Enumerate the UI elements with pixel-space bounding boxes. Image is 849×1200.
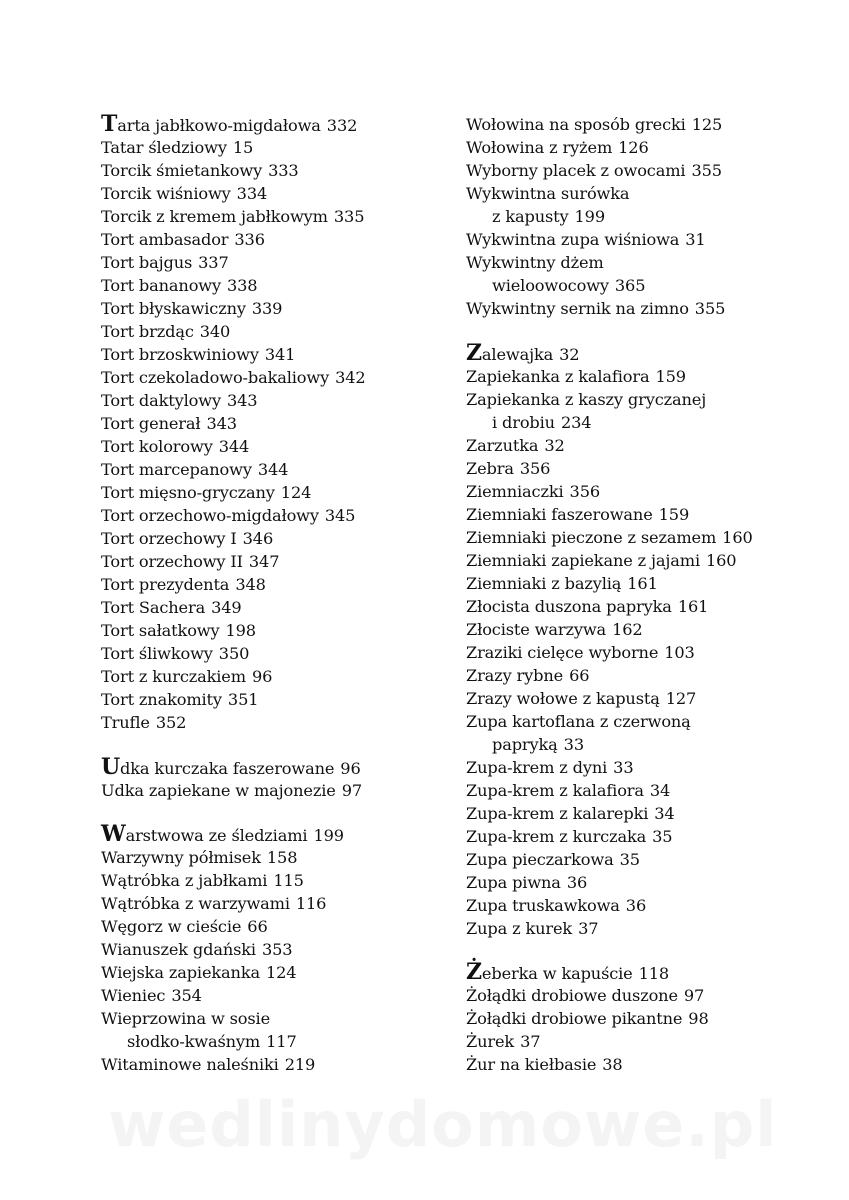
entry-title: Ziemniaki zapiekane z jajami xyxy=(466,550,700,570)
section-initial-letter: Ż xyxy=(466,959,482,985)
page-number: 33 xyxy=(613,757,634,777)
page-number: 96 xyxy=(251,667,273,686)
index-entry xyxy=(466,595,811,618)
index-entry-continuation xyxy=(466,205,811,228)
entry-title: i drobiu xyxy=(492,412,555,432)
entry-title: Złocista duszona papryka xyxy=(466,596,672,616)
index-entry xyxy=(466,228,811,251)
index-entry xyxy=(101,596,451,619)
entry-title: słodko-kwaśnym xyxy=(127,1032,261,1051)
index-entry-continuation xyxy=(466,411,811,434)
page-number: 98 xyxy=(688,1009,709,1028)
index-entry xyxy=(101,642,451,665)
page-number: 15 xyxy=(232,138,254,157)
entry-title: Tort znakomity xyxy=(101,690,222,709)
index-entry xyxy=(101,320,451,343)
page-number: 160 xyxy=(706,550,737,570)
index-entry xyxy=(101,527,451,550)
page-number: 341 xyxy=(264,345,296,364)
entry-title: Zapiekanka z kaszy gryczanej xyxy=(466,389,707,409)
entry-title: Zraziki cielęce wyborne xyxy=(466,642,659,662)
page-number: 353 xyxy=(261,940,293,959)
entry-title: Tort orzechowy II xyxy=(101,552,243,571)
entry-title: Zrazy rybne xyxy=(466,665,564,685)
index-entry xyxy=(466,1053,811,1076)
entry-title: wieloowocowy xyxy=(492,276,609,295)
entry-title: Żołądki drobiowe pikantne xyxy=(466,1009,683,1028)
index-entry xyxy=(466,756,811,779)
page-number: 355 xyxy=(691,161,722,180)
page-number: 34 xyxy=(654,803,675,823)
page-number: 349 xyxy=(211,598,242,617)
entry-title: Torcik śmietankowy xyxy=(101,161,263,180)
index-section xyxy=(466,113,811,320)
page-number: 354 xyxy=(171,986,202,1005)
entry-title: Zupa truskawkowa xyxy=(466,895,620,915)
entry-title: Ziemniaki z bazylią xyxy=(466,573,622,593)
index-entry xyxy=(101,228,451,251)
index-entry xyxy=(101,458,451,481)
entry-title: Tort śliwkowy xyxy=(101,644,213,663)
page-number: 38 xyxy=(602,1055,623,1074)
index-entry xyxy=(466,365,811,388)
page-number: 159 xyxy=(658,504,690,524)
page-number: 342 xyxy=(335,368,366,387)
index-entry xyxy=(101,688,451,711)
entry-title: Tort sałatkowy xyxy=(101,621,220,640)
entry-title: Tort Sachera xyxy=(101,598,206,617)
page-number: 118 xyxy=(638,964,670,983)
index-entry xyxy=(466,779,811,802)
entry-title: Zupa pieczarkowa xyxy=(466,849,614,869)
page-number: 199 xyxy=(574,207,605,226)
page-number: 344 xyxy=(218,437,250,456)
entry-title: Tort mięsno-gryczany xyxy=(101,483,275,502)
entry-title: Tort orzechowy I xyxy=(101,529,237,548)
entry-title: Udka zapiekane w majonezie xyxy=(101,780,336,800)
page-number: 356 xyxy=(519,458,551,478)
page-number: 161 xyxy=(627,573,658,593)
entry-title: arta jabłkowo-migdałowa xyxy=(117,116,321,135)
index-entry xyxy=(466,1007,811,1030)
page-number: 343 xyxy=(206,414,237,433)
index-entry xyxy=(466,503,811,526)
index-entry xyxy=(101,412,451,435)
index-entry xyxy=(466,687,811,710)
page-number: 32 xyxy=(544,435,565,455)
page-number: 339 xyxy=(251,299,283,318)
page-number: 351 xyxy=(227,690,259,709)
page-number: 335 xyxy=(333,207,365,226)
page-number: 334 xyxy=(236,184,268,203)
page-number: 355 xyxy=(694,299,726,318)
index-entry xyxy=(466,159,811,182)
index-entry xyxy=(101,869,451,892)
entry-title: Torcik wiśniowy xyxy=(101,184,231,203)
section-initial-letter: T xyxy=(101,111,118,137)
page-number: 97 xyxy=(341,780,362,800)
page-number: 37 xyxy=(520,1032,541,1051)
page-number: 219 xyxy=(284,1055,316,1074)
index-entry xyxy=(466,871,811,894)
page-number: 343 xyxy=(226,391,258,410)
page-number: 348 xyxy=(235,575,266,594)
page-number: 66 xyxy=(569,665,590,685)
index-entry xyxy=(466,297,811,320)
entry-title: Tort brzoskwiniowy xyxy=(101,345,259,364)
page-number: 333 xyxy=(268,161,299,180)
index-entry xyxy=(101,159,451,182)
page-number: 66 xyxy=(247,917,268,936)
page-number: 356 xyxy=(569,481,600,501)
page-number: 127 xyxy=(665,688,697,708)
entry-title: Wyborny placek z owocami xyxy=(466,161,686,180)
index-entry xyxy=(466,710,811,733)
entry-title: Wykwintny dżem xyxy=(466,253,604,272)
index-entry xyxy=(466,848,811,871)
entry-title: Tort ambasador xyxy=(101,230,229,249)
index-entry xyxy=(101,961,451,984)
page-number: 34 xyxy=(649,780,671,800)
index-entry xyxy=(101,711,451,734)
page-number: 346 xyxy=(242,529,274,548)
entry-title: papryką xyxy=(492,734,558,754)
entry-title: Warzywny półmisek xyxy=(101,848,261,867)
entry-title: Tort kolorowy xyxy=(101,437,213,456)
page-number: 124 xyxy=(280,483,312,502)
index-entry xyxy=(101,435,451,458)
index-entry xyxy=(466,136,811,159)
page-number: 36 xyxy=(625,895,647,915)
index-entry xyxy=(101,892,451,915)
entry-title: Tort marcepanowy xyxy=(101,460,252,479)
watermark: wedlinydomowe.pl xyxy=(108,1088,778,1161)
entry-title: Tort bajgus xyxy=(101,253,193,272)
entry-title: Węgorz w cieście xyxy=(101,917,242,936)
index-entry xyxy=(101,182,451,205)
page-number: 345 xyxy=(324,506,356,525)
page-number: 332 xyxy=(326,116,358,135)
index-entry xyxy=(466,618,811,641)
index-entry xyxy=(466,113,811,136)
index-column-right xyxy=(466,113,811,1098)
index-entry xyxy=(466,984,811,1007)
page-number: 344 xyxy=(257,460,289,479)
index-entry xyxy=(466,388,811,411)
entry-title: Trufle xyxy=(101,713,150,732)
index-entry-continuation xyxy=(101,1030,451,1053)
page-number: 338 xyxy=(227,276,258,295)
index-entry xyxy=(101,823,451,846)
index-entry xyxy=(101,274,451,297)
index-entry-continuation xyxy=(466,274,811,297)
entry-title: Wątróbka z warzywami xyxy=(101,894,290,913)
entry-title: Tort błyskawiczny xyxy=(101,299,246,318)
entry-title: Zebra xyxy=(466,458,514,478)
page-number: 96 xyxy=(340,758,361,778)
entry-title: Zrazy wołowe z kapustą xyxy=(466,688,660,708)
page-number: 160 xyxy=(722,527,753,547)
index-entry xyxy=(466,825,811,848)
page-number: 340 xyxy=(199,322,231,341)
page-number: 117 xyxy=(266,1032,297,1051)
entry-title: Tort orzechowo-migdałowy xyxy=(101,506,319,525)
entry-title: Wykwintny sernik na zimno xyxy=(466,299,689,318)
index-entry xyxy=(101,297,451,320)
section-initial-letter: W xyxy=(101,821,126,847)
entry-title: alewajka xyxy=(481,344,554,364)
index-entry xyxy=(466,802,811,825)
index-entry xyxy=(466,664,811,687)
page-number: 37 xyxy=(578,918,599,938)
entry-title: Tort bananowy xyxy=(101,276,221,295)
page-number: 161 xyxy=(677,596,709,616)
index-entry xyxy=(466,182,811,205)
index-entry xyxy=(101,550,451,573)
index-entry xyxy=(101,343,451,366)
page-number: 162 xyxy=(612,619,643,639)
page-number: 116 xyxy=(295,894,327,913)
index-entry-continuation xyxy=(466,733,811,756)
entry-title: Żur na kiełbasie xyxy=(466,1055,597,1074)
index-entry xyxy=(101,938,451,961)
page-number: 32 xyxy=(559,344,580,364)
index-entry xyxy=(101,504,451,527)
index-entry xyxy=(466,961,811,984)
page-number: 198 xyxy=(225,621,256,640)
entry-title: arstwowa ze śledziami xyxy=(125,826,308,845)
entry-title: Zupa-krem z kalafiora xyxy=(466,780,644,800)
index-entry xyxy=(101,205,451,228)
page-number: 33 xyxy=(563,734,584,754)
entry-title: dka kurczaka faszerowane xyxy=(120,758,335,778)
index-entry xyxy=(466,572,811,595)
entry-title: Wianuszek gdański xyxy=(101,940,256,959)
index-entry xyxy=(466,549,811,572)
index-entry xyxy=(466,1030,811,1053)
page-number: 336 xyxy=(234,230,265,249)
entry-title: Wykwintna zupa wiśniowa xyxy=(466,230,680,249)
entry-title: Tort czekoladowo-bakaliowy xyxy=(101,368,330,387)
entry-title: Tort daktylowy xyxy=(101,391,221,410)
index-entry xyxy=(466,457,811,480)
page-number: 126 xyxy=(618,138,649,157)
index-entry xyxy=(101,573,451,596)
entry-title: Tort z kurczakiem xyxy=(101,667,246,686)
entry-title: Zupa-krem z kalarepki xyxy=(466,803,649,823)
index-entry xyxy=(101,481,451,504)
entry-title: Wołowina z ryżem xyxy=(466,138,613,157)
entry-title: Wołowina na sposób grecki xyxy=(466,115,686,134)
entry-title: Wątróbka z jabłkami xyxy=(101,871,268,890)
index-entry xyxy=(101,113,451,136)
entry-title: Tort prezydenta xyxy=(101,575,230,594)
entry-title: Zupa z kurek xyxy=(466,918,573,938)
entry-title: Zapiekanka z kalafiora xyxy=(466,366,650,386)
index-entry xyxy=(101,915,451,938)
page-number: 347 xyxy=(248,552,280,571)
page-number: 35 xyxy=(619,849,640,869)
page-number: 31 xyxy=(685,230,706,249)
index-entry xyxy=(466,434,811,457)
entry-title: Wiejska zapiekanka xyxy=(101,963,260,982)
entry-title: z kapusty xyxy=(492,207,569,226)
index-entry xyxy=(466,480,811,503)
entry-title: Wieniec xyxy=(101,986,166,1005)
entry-title: Zupa piwna xyxy=(466,872,561,892)
index-entry xyxy=(101,753,451,780)
entry-title: Wykwintna surówka xyxy=(466,184,630,203)
entry-title: Zupa-krem z kurczaka xyxy=(466,826,647,846)
index-entry xyxy=(466,339,811,366)
entry-title: Tatar śledziowy xyxy=(101,138,227,157)
page-number: 365 xyxy=(614,276,646,295)
index-entry xyxy=(466,526,811,549)
entry-title: eberka w kapuście xyxy=(481,964,633,983)
page-number: 125 xyxy=(691,115,723,134)
page-number: 159 xyxy=(655,366,686,386)
index-section xyxy=(101,753,451,802)
section-initial-letter: Z xyxy=(466,339,482,366)
index-entry xyxy=(466,894,811,917)
index-entry xyxy=(466,641,811,664)
page-number: 158 xyxy=(266,848,298,867)
entry-title: Zupa-krem z dyni xyxy=(466,757,608,777)
page-number: 35 xyxy=(652,826,673,846)
index-section xyxy=(101,823,451,1076)
index-entry xyxy=(466,917,811,940)
page-number: 115 xyxy=(273,871,304,890)
index-entry xyxy=(101,665,451,688)
index-entry xyxy=(101,251,451,274)
entry-title: Ziemniaczki xyxy=(466,481,564,501)
page-number: 199 xyxy=(313,826,344,845)
index-entry xyxy=(101,136,451,159)
entry-title: Zarzutka xyxy=(466,435,539,455)
index-entry xyxy=(101,366,451,389)
page-number: 124 xyxy=(266,963,297,982)
index-column-left xyxy=(101,113,451,1098)
entry-title: Ziemniaki faszerowane xyxy=(466,504,653,524)
entry-title: Wieprzowina w sosie xyxy=(101,1009,271,1028)
entry-title: Zupa kartoflana z czerwoną xyxy=(466,711,691,731)
entry-title: Złociste warzywa xyxy=(466,619,607,639)
index-entry xyxy=(101,1007,451,1030)
entry-title: Torcik z kremem jabłkowym xyxy=(101,207,328,226)
index-entry xyxy=(466,251,811,274)
page-number: 97 xyxy=(683,986,705,1005)
index-section xyxy=(466,339,811,940)
entry-title: Witaminowe naleśniki xyxy=(101,1055,279,1074)
page-number: 234 xyxy=(560,412,592,432)
entry-title: Tort brzdąc xyxy=(101,322,194,341)
page-number: 350 xyxy=(218,644,250,663)
page-number: 103 xyxy=(664,642,695,662)
index-entry xyxy=(101,984,451,1007)
entry-title: Tort generał xyxy=(101,414,201,433)
index-section xyxy=(466,961,811,1076)
index-section xyxy=(101,113,451,734)
index-entry xyxy=(101,779,451,802)
page-number: 352 xyxy=(155,713,187,732)
entry-title: Żołądki drobiowe duszone xyxy=(466,986,678,1005)
entry-title: Ziemniaki pieczone z sezamem xyxy=(466,527,717,547)
index-entry xyxy=(101,1053,451,1076)
page-number: 337 xyxy=(198,253,229,272)
entry-title: Żurek xyxy=(466,1032,515,1051)
index-entry xyxy=(101,619,451,642)
index-entry xyxy=(101,846,451,869)
section-initial-letter: U xyxy=(101,753,121,780)
page-number: 36 xyxy=(566,872,588,892)
index-entry xyxy=(101,389,451,412)
